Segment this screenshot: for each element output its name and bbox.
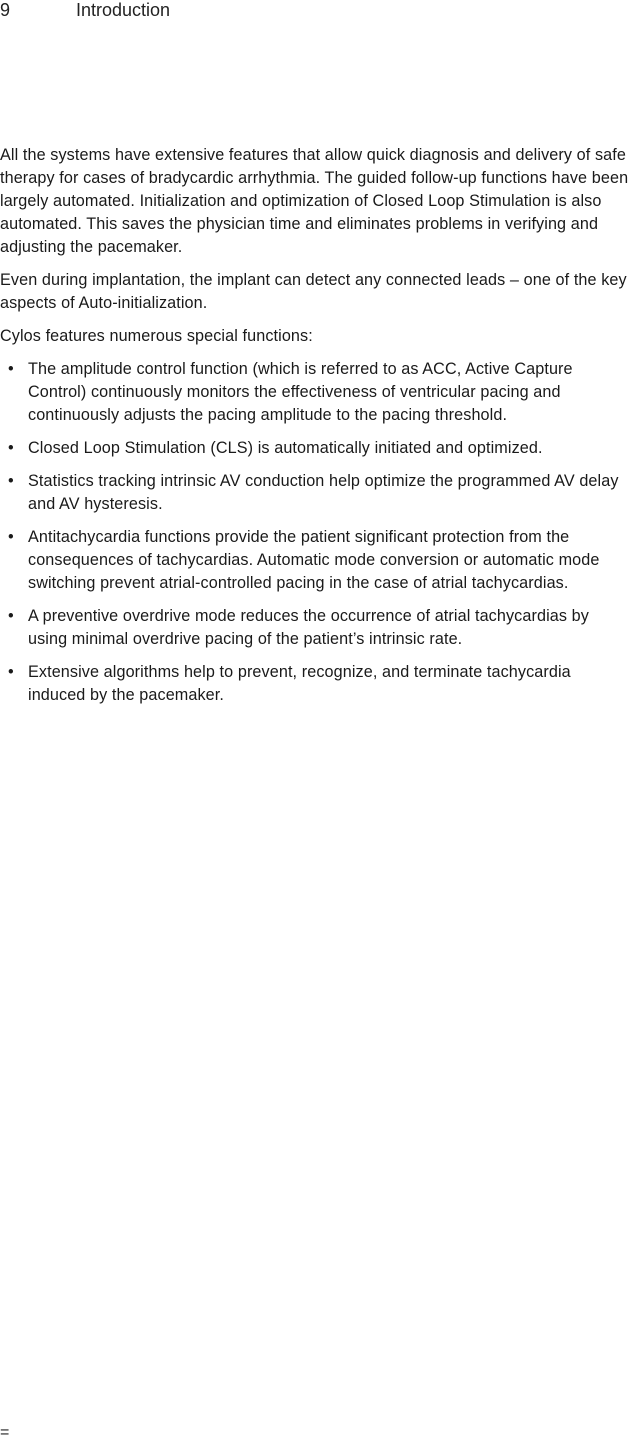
bullet-icon: • [8, 663, 14, 681]
bullet-icon: • [8, 360, 14, 378]
bullet-icon: • [8, 472, 14, 490]
footer-mark: = [0, 1424, 10, 1441]
list-item-text: Statistics tracking intrinsic AV conduction help optimize the programmed AV delay and AV hysteresis. [28, 472, 619, 513]
implantation-paragraph: Even during implantation, the implant can detect any connected leads – one of the key aspects of Auto-initialization. [0, 271, 627, 312]
list-item-text: The amplitude control function (which is referred to as ACC, Active Capture Control) continuously monitors the effectiveness of ventricular pacing and continuously adjusts the pacing amplitude to the pacing threshold. [28, 360, 573, 424]
list-item [0, 470, 632, 516]
features-intro: Cylos features numerous special functions: [0, 327, 313, 345]
list-item-text: Extensive algorithms help to prevent, recognize, and terminate tachycardia induced by the pacemaker. [28, 663, 571, 704]
list-item [0, 526, 632, 595]
bullet-icon: • [8, 528, 14, 546]
feature-list [0, 358, 632, 707]
section-title: Introduction [76, 0, 171, 20]
bullet-icon: • [8, 439, 14, 457]
list-item [0, 437, 632, 460]
list-item [0, 605, 632, 651]
list-item [0, 358, 632, 427]
list-item-text: Antitachycardia functions provide the patient significant protection from the consequences of tachycardias. Automatic mode conversion or automatic mode switching prevent atrial-controlled pacing in the case of atrial tachycardias. [28, 528, 600, 592]
bullet-icon: • [8, 607, 14, 625]
intro-paragraph: All the systems have extensive features that allow quick diagnosis and delivery of safe therapy for cases of bradycardic arrhythmia. The guided follow-up functions have been largely automated. Initialization and optimization of Closed Loop Stimulation is also automated. This saves the physician time and eliminates problems in verifying and adjusting the pacemaker. [0, 146, 629, 256]
page-number: 9 [0, 0, 11, 20]
list-item-text: Closed Loop Stimulation (CLS) is automatically initiated and optimized. [28, 439, 543, 457]
list-item-text: A preventive overdrive mode reduces the occurrence of atrial tachycardias by using minimal overdrive pacing of the patient’s intrinsic rate. [28, 607, 589, 648]
list-item [0, 661, 632, 707]
document-body [0, 144, 632, 717]
